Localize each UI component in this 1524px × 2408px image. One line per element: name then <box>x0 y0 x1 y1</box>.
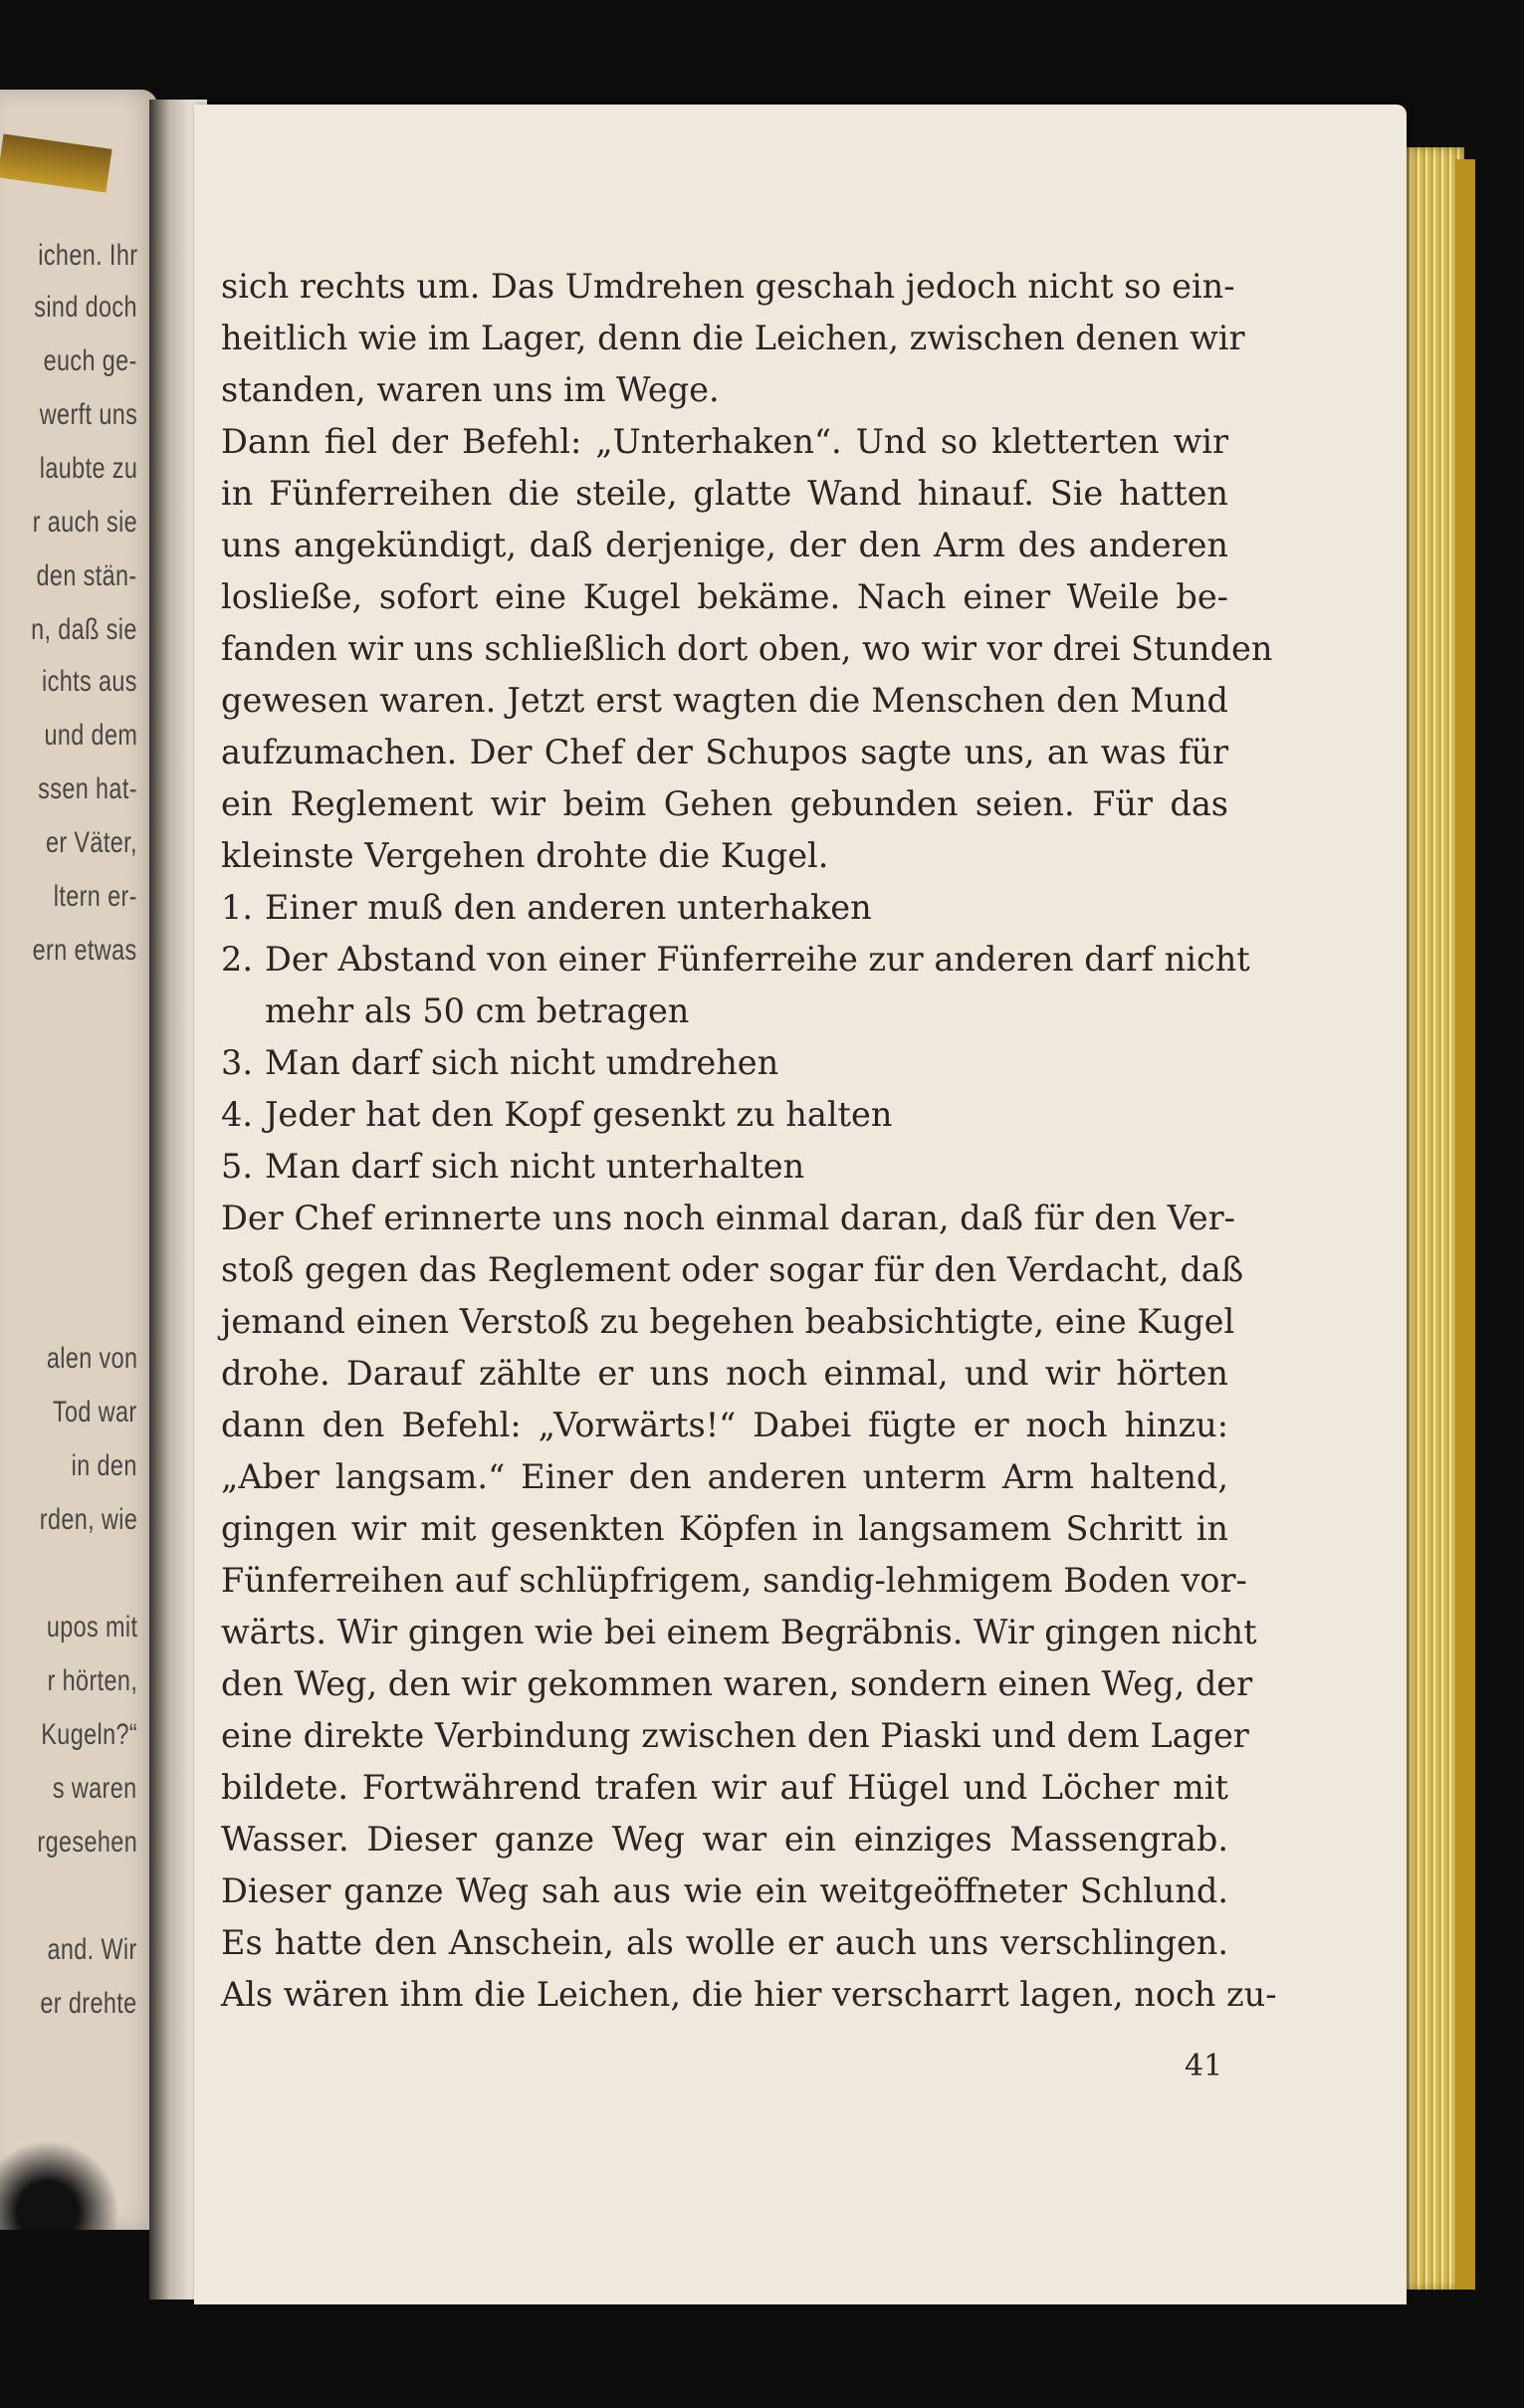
left-page-fragment: er Väter, <box>46 826 137 859</box>
left-page-fragment: ichts aus <box>42 665 137 698</box>
rule-text: Man darf sich nicht unterhalten <box>265 1147 805 1186</box>
rule-text: Der Abstand von einer Fünferreihe zur anderen darf nicht <box>265 940 1250 979</box>
text-line: Dann fiel der Befehl: „Unterhaken“. Und so kletterten wir <box>221 422 1228 461</box>
left-page-fragment: s waren <box>53 1772 137 1805</box>
left-page-fragment: rden, wie <box>39 1503 137 1536</box>
text-line: Es hatte den Anschein, als wolle er auch uns verschlingen. <box>221 1923 1228 1962</box>
page-number: 41 <box>1185 2049 1223 2083</box>
rule-text: Einer muß den anderen unterhaken <box>265 888 872 927</box>
left-page-fragment: und dem <box>44 719 137 752</box>
rule-item <box>221 934 1250 985</box>
left-page-fragment: in den <box>71 1449 137 1482</box>
rule-item <box>221 1141 1228 1193</box>
text-line: standen, waren uns im Wege. <box>221 370 720 409</box>
text-line: in Fünferreihen die steile, glatte Wand hinauf. Sie hatten <box>221 474 1228 513</box>
rule-item <box>221 1037 1228 1089</box>
text-line: aufzumachen. Der Chef der Schupos sagte uns, an was für <box>221 733 1228 771</box>
rules-list <box>221 882 1250 1193</box>
left-page-fragment: laubte zu <box>39 452 137 485</box>
left-page-fragment: den stän- <box>36 559 137 592</box>
left-page-fragment: ssen hat- <box>38 772 137 805</box>
left-page-fragment: r hörten, <box>47 1664 137 1697</box>
text-line: gingen wir mit gesenkten Köpfen in langsamem Schritt in <box>221 1509 1228 1548</box>
cover-edge <box>1455 159 1475 2290</box>
text-line: sich rechts um. Das Umdrehen geschah jedoch nicht so ein- <box>221 267 1235 306</box>
left-page-fragment: upos mit <box>46 1611 137 1643</box>
left-page-fragment: er drehte <box>40 1987 137 2020</box>
text-line: drohe. Darauf zählte er uns noch einmal, und wir hörten <box>221 1354 1228 1393</box>
paragraph-2 <box>221 416 1273 882</box>
text-line: fanden wir uns schließlich dort oben, wo wir vor drei Stunden <box>221 629 1273 668</box>
text-line: den Weg, den wir gekommen waren, sondern einen Weg, der <box>221 1664 1253 1703</box>
text-line: stoß gegen das Reglement oder sogar für den Verdacht, daß <box>221 1250 1244 1289</box>
rule-number: 5. <box>221 1147 253 1186</box>
text-line: Fünferreihen auf schlüpfrigem, sandig-lehmigem Boden vor- <box>221 1561 1247 1600</box>
text-line: Der Chef erinnerte uns noch einmal daran, daß für den Ver- <box>221 1199 1235 1237</box>
left-page-fragment: ltern er- <box>53 880 137 913</box>
text-line: bildete. Fortwährend trafen wir auf Hügel und Löcher mit <box>221 1768 1228 1807</box>
page-text <box>221 261 1277 2021</box>
text-line: „Aber langsam.“ Einer den anderen unterm Arm haltend, <box>221 1457 1228 1496</box>
left-page-fragment: alen von <box>46 1342 137 1375</box>
text-line: Wasser. Dieser ganze Weg war ein einziges Massengrab. <box>221 1820 1228 1859</box>
left-page-fragment: euch ge- <box>43 344 137 377</box>
text-line: jemand einen Verstoß zu begehen beabsichtigte, eine Kugel <box>221 1302 1235 1341</box>
left-page-fragment: r auch sie <box>32 506 137 539</box>
rule-item <box>221 882 1228 934</box>
left-page-fragment: n, daß sie <box>31 613 137 646</box>
left-page-fragment: Kugeln?“ <box>41 1718 137 1751</box>
paragraph-3 <box>221 1193 1277 2021</box>
text-line: kleinste Vergehen drohte die Kugel. <box>221 836 829 875</box>
text-line: Als wären ihm die Leichen, die hier verscharrt lagen, noch zu- <box>221 1975 1277 2014</box>
left-page-fragment: ern etwas <box>33 934 137 967</box>
rule-number: 4. <box>221 1095 253 1134</box>
left-page-fragment: werft uns <box>39 398 137 431</box>
left-page-fragment: rgesehen <box>37 1826 137 1859</box>
text-line: losließe, sofort eine Kugel bekäme. Nach einer Weile be- <box>221 577 1228 616</box>
rule-text: Jeder hat den Kopf gesenkt zu halten <box>265 1095 893 1134</box>
left-page-fragment: Tod war <box>53 1396 137 1428</box>
text-line: Dieser ganze Weg sah aus wie ein weitgeöffneter Schlund. <box>221 1871 1228 1910</box>
rule-item <box>221 1089 1228 1141</box>
text-line: gewesen waren. Jetzt erst wagten die Menschen den Mund <box>221 681 1228 720</box>
text-line: wärts. Wir gingen wie bei einem Begräbnis. Wir gingen nicht <box>221 1613 1257 1651</box>
text-line: ein Reglement wir beim Gehen gebunden seien. Für das <box>221 784 1228 823</box>
rule-number: 3. <box>221 1043 253 1082</box>
left-page-shadow <box>0 2140 119 2230</box>
text-line: uns angekündigt, daß derjenige, der den Arm des anderen <box>221 526 1228 564</box>
text-line: dann den Befehl: „Vorwärts!“ Dabei fügte er noch hinzu: <box>221 1406 1228 1444</box>
left-page-fragment: ichen. Ihr <box>37 239 137 272</box>
text-line: heitlich wie im Lager, denn die Leichen, zwischen denen wir <box>221 319 1245 357</box>
rule-number: 2. <box>221 940 253 979</box>
rule-text: Man darf sich nicht umdrehen <box>265 1043 779 1082</box>
left-page-fragment: sind doch <box>34 291 137 324</box>
rule-text-continuation: mehr als 50 cm betragen <box>265 991 690 1030</box>
left-page-fragment: and. Wir <box>47 1933 137 1966</box>
rule-number: 1. <box>221 888 253 927</box>
text-line: eine direkte Verbindung zwischen den Piaski und dem Lager <box>221 1716 1249 1755</box>
left-book-cover-corner <box>0 134 112 193</box>
left-page <box>0 90 157 2230</box>
paragraph-1 <box>221 261 1245 416</box>
